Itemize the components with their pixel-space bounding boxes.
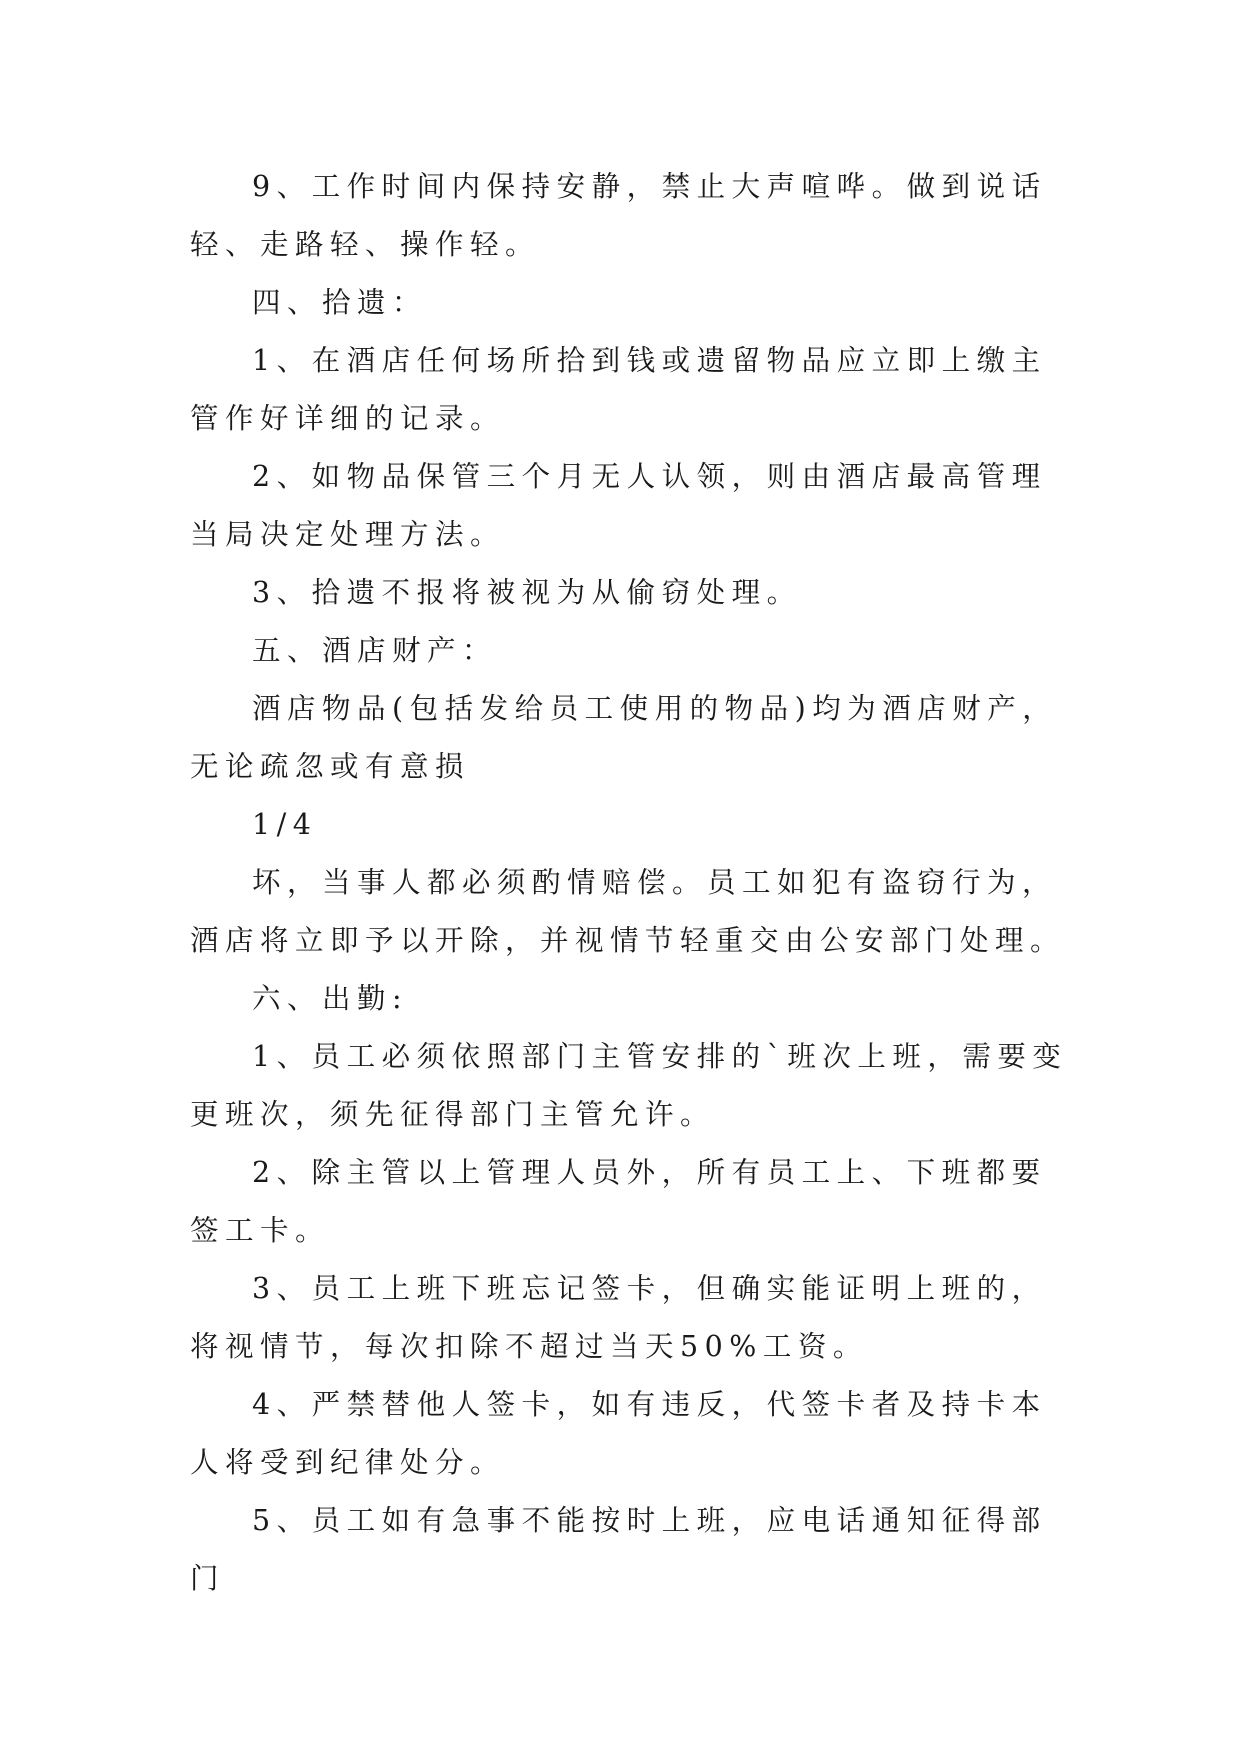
paragraph-attendance-1: 1、员工必须依照部门主管安排的`班次上班，需要变更班次，须先征得部门主管允许。 — [190, 1040, 1068, 1131]
paragraph-hotel-property: 酒店物品(包括发给员工使用的物品)均为酒店财产，无论疏忽或有意损 — [190, 692, 1058, 783]
paragraph-attendance-5: 5、员工如有急事不能按时上班，应电话通知征得部门 — [190, 1504, 1047, 1595]
paragraph-lost-found-3: 3、拾遗不报将被视为从偷窃处理。 — [252, 576, 802, 609]
section-heading-attendance: 六、出勤: — [252, 982, 409, 1015]
paragraph-attendance-3: 3、员工上班下班忘记签卡，但确实能证明上班的，将视情节，每次扣除不超过当天50%工资。 — [190, 1272, 1047, 1363]
paragraph-rule-9: 9、工作时间内保持安静，禁止大声喧哗。做到说话轻、走路轻、操作轻。 — [190, 170, 1047, 261]
document-body — [190, 158, 1070, 1608]
section-heading-hotel-property: 五、酒店财产： — [252, 634, 498, 667]
paragraph-hotel-property-continued: 坏，当事人都必须酌情赔偿。员工如犯有盗窃行为，酒店将立即予以开除，并视情节轻重交由公安部门处理。 — [190, 866, 1066, 957]
paragraph-lost-found-2: 2、如物品保管三个月无人认领，则由酒店最高管理当局决定处理方法。 — [190, 460, 1047, 551]
paragraph-lost-found-1: 1、在酒店任何场所拾到钱或遗留物品应立即上缴主管作好详细的记录。 — [190, 344, 1047, 435]
paragraph-attendance-2: 2、除主管以上管理人员外，所有员工上、下班都要签工卡。 — [190, 1156, 1047, 1247]
page-number: 1/4 — [252, 808, 318, 841]
section-heading-lost-and-found: 四、拾遗： — [252, 286, 428, 319]
paragraph-attendance-4: 4、严禁替他人签卡，如有违反，代签卡者及持卡本人将受到纪律处分。 — [190, 1388, 1047, 1479]
